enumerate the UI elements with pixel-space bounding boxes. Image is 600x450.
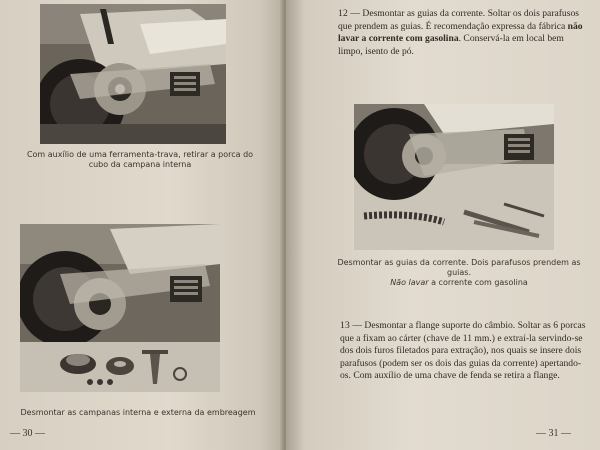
- left-page: [0, 0, 284, 450]
- figure-3-caption: [330, 258, 588, 288]
- step-12-text-after: . Conservá-la em local bem limpo, isento de pó.: [338, 33, 564, 57]
- scooter-clutch-photo-icon: [20, 224, 220, 392]
- figure-3-caption-italic: Não lavar: [390, 278, 429, 287]
- figure-2-caption: Desmontar as campanas interna e externa da embreagem: [20, 408, 256, 417]
- figure-3-caption-line1: Desmontar as guias da corrente. Dois parafusos prendem as guias.: [337, 258, 581, 277]
- figure-1-caption: Com auxílio de uma ferramenta-trava, retirar a porca do cubo da campana interna: [26, 150, 254, 169]
- step-12-number: 12: [338, 8, 348, 19]
- step-13-body: — Desmontar a flange suporte do câmbio. Soltar as 6 porcas que a fixam ao cárter (chave de 11 mm.) e extraí-la servindo-se dos dois furos filetados para extração), nos quais se insere dois parafusos (podem ser os dois das guias da corrente) apertando-os. Com auxílio de uma chave de fenda se retira a flange.: [340, 320, 586, 382]
- chain-guides-photo-icon: [354, 104, 554, 250]
- step-12-text-before: — Desmontar as guias da corrente. Soltar os dois parafusos que prendem as guias. É recomendação expressa da fábrica: [338, 8, 579, 32]
- figure-2-photo: [20, 224, 220, 392]
- step-12-bold-warning: não lavar a corrente com gasolina: [338, 20, 583, 45]
- page-number-left: — 30 —: [10, 428, 45, 439]
- figure-3-photo: [354, 104, 554, 250]
- figure-3-caption-line2: a corrente com gasolina: [428, 278, 528, 287]
- page-number-right: — 31 —: [536, 428, 571, 439]
- right-page: [286, 0, 600, 450]
- scooter-hub-photo-icon: [40, 4, 226, 144]
- step-13-number: 13: [340, 320, 350, 331]
- step-12-text: [338, 8, 588, 58]
- figure-1-photo: [40, 4, 226, 144]
- step-13-text: [340, 320, 590, 383]
